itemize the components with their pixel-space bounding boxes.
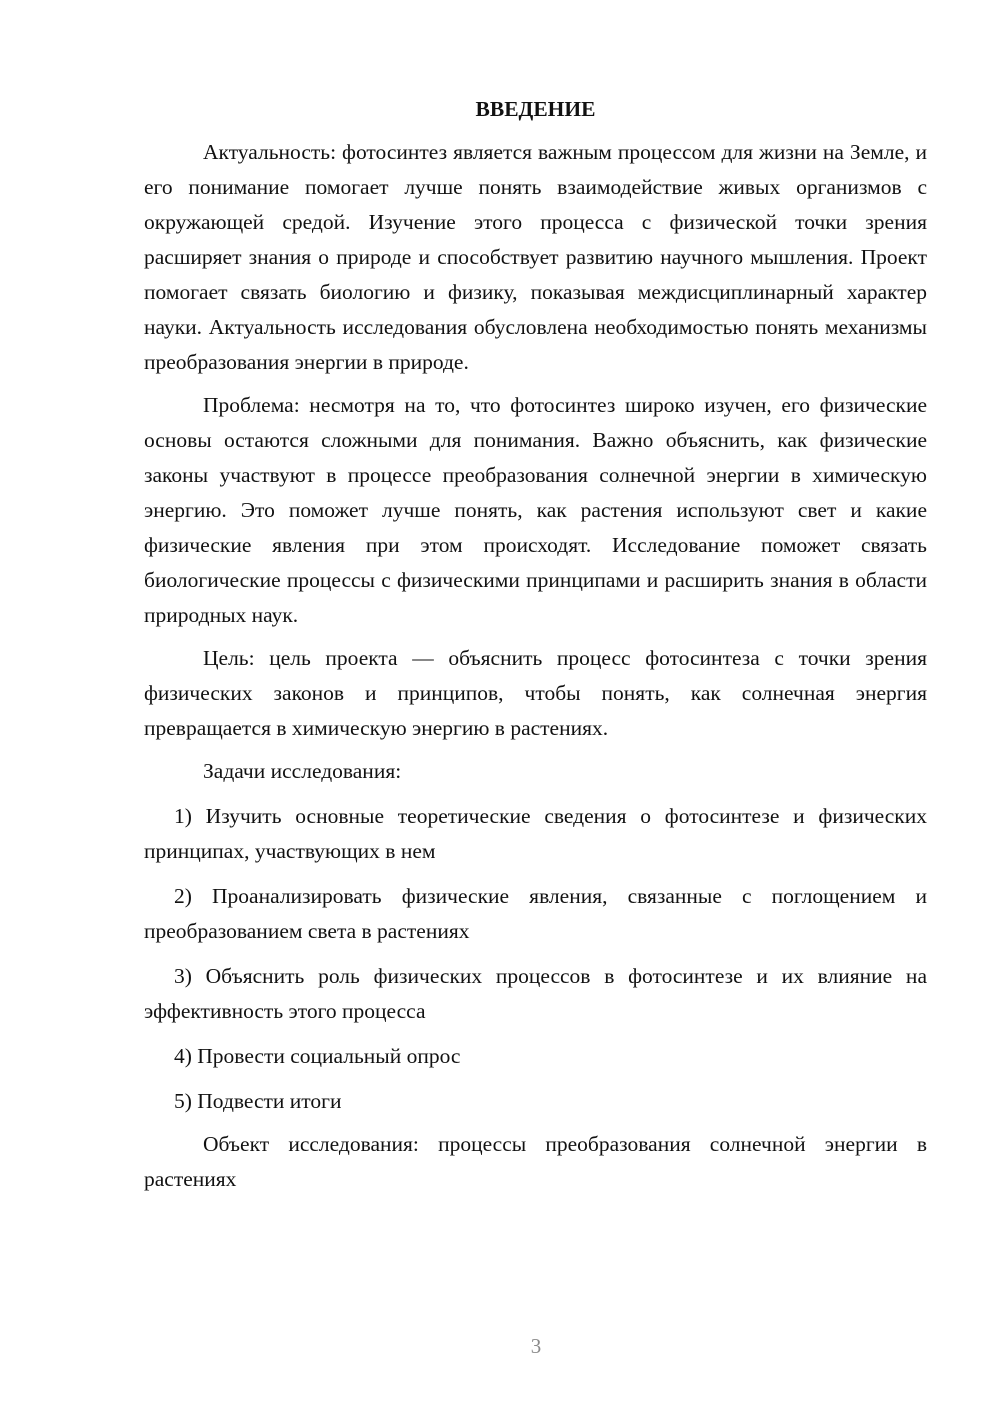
goal-paragraph: Цель: цель проекта — объяснить процесс фотосинтеза с точки зрения физических законов и принципов, чтобы понять, как солнечная энергия превращается в химическую энергию в растениях. [144,646,927,740]
section-title: ВВЕДЕНИЕ [475,97,596,121]
problem-paragraph: Проблема: несмотря на то, что фотосинтез широко изучен, его физические основы остаются сложными для понимания. Важно объяснить, как физические законы участвуют в процессе преобразования солнечной энергии в химическую энергию. Это поможет лучше понять, как растения используют свет и какие физические явления при этом происходят. Исследование поможет связать биологические процессы с физическими принципами и расширить знания в области природных наук. [144,393,927,627]
relevance-paragraph: Актуальность: фотосинтез является важным процессом для жизни на Земле, и его понимание помогает лучше понять взаимодействие живых организмов с окружающей средой. Изучение этого процесса с физической точки зрения расширяет знания о природе и способствует развитию научного мышления. Проект помогает связать биологию и физику, показывая междисциплинарный характер науки. Актуальность исследования обусловлена необходимостью понять механизмы преобразования энергии в природе. [144,140,927,374]
document-page [144,92,927,1205]
object-paragraph: Объект исследования: процессы преобразования солнечной энергии в растениях [144,1132,927,1191]
task-item: 1) Изучить основные теоретические сведения о фотосинтезе и физических принципах, участвующих в нем [144,804,927,863]
task-item: 4) Провести социальный опрос [174,1044,461,1068]
task-item: 2) Проанализировать физические явления, связанные с поглощением и преобразованием света в растениях [144,884,927,943]
task-item: 5) Подвести итоги [174,1089,342,1113]
tasks-list [144,799,927,1119]
task-item: 3) Объяснить роль физических процессов в фотосинтезе и их влияние на эффективность этого процесса [144,964,927,1023]
tasks-heading: Задачи исследования: [203,759,402,783]
page-number: 3 [530,1334,542,1358]
